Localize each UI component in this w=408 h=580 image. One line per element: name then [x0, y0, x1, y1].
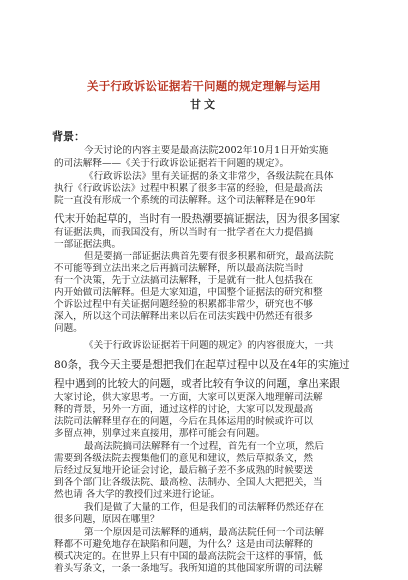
paragraph-line: 我们是做了大量的工作，但是我们的司法解释仍然还存在: [84, 502, 324, 513]
paragraph-line: 很多问题，原因在哪里？: [54, 514, 160, 525]
paragraph-line: 有一个决策，先于立法搞司法解释，于是就有一批人包括我在: [54, 275, 314, 286]
paragraph-line: 深入，所以这个司法解释出来以后在司法实践中仍然还有很多: [54, 311, 314, 322]
paragraph-line: 的司法解释——《关于行政诉讼证据若干问题的规定》。: [54, 158, 290, 169]
paragraph-line: 程中遇到的比较大的问题，或者比较有争议的问题，拿出来跟: [54, 378, 341, 390]
paragraph-line: 释都不可避免地存在缺陷和问题，为什么？这是由司法解释的: [54, 539, 314, 550]
paragraph-line: 问题。: [54, 323, 83, 334]
paragraph-line: 释的背景，另外一方面，通过这样的讨论，大家可以发现最高: [54, 404, 314, 415]
paragraph-line: 第一个原因是司法解释的通病，最高法院任何一个司法解: [84, 527, 324, 538]
document-title: 关于行政诉讼证据若干问题的规定理解与运用: [87, 79, 321, 93]
paragraph-line: 但是要搞一部证据法典首先要有很多积累和研究，最高法院: [84, 251, 334, 262]
paragraph-line: 内开始做司法解释。但是大家知道，中国整个证据法的研究和整: [54, 287, 323, 298]
document-author: 甘文: [190, 98, 218, 111]
paragraph-line: 院一直没有形成一个系统的司法解释。这个司法解释是在90年: [54, 195, 316, 206]
paragraph-line: 有证据法典，而我国没有，所以当时有一批学者在大力提倡搞: [54, 227, 314, 238]
paragraph-line: 法院司法解释里存在的问题，今后在具体运用的时候或许可以: [54, 416, 314, 427]
paragraph-line: 大家讨论，供大家思考。一方面，大家可以更深入地理解司法解: [54, 392, 323, 403]
paragraph-line: 《行政诉讼法》里有关证据的条文非常少，各级法院在具体: [84, 171, 334, 182]
paragraph-line: 然也请 各大学的教授们过来进行论证。: [54, 489, 221, 500]
paragraph-line: 《关于行政诉讼证据若干问题的规定》的内容很庞大，一共: [84, 340, 334, 351]
paragraph-line: 需要到各级法院去搜集他们的意见和建议，然后草拟条文，然: [54, 453, 314, 464]
paragraph-line: 代末开始起草的，当时有一股热潮要搞证据法，因为很多国家: [54, 213, 341, 225]
paragraph-line: 今天讨论的内容主要是最高法院2002年10月1日开始实施: [84, 145, 329, 156]
paragraph-line: 多留点神，别拿过来直接用，那样可能会有问题。: [54, 428, 266, 439]
paragraph-line: 后经过反复地开论证会讨论，最后稿子差不多成熟的时候要送: [54, 465, 314, 476]
section-heading: 背景：: [52, 130, 85, 143]
paragraph-line: 80条，我今天主要是想把我们在起草过程中以及在4年的实施过: [54, 359, 350, 371]
paragraph-line: 一部证据法典。: [54, 239, 122, 250]
paragraph-line: 到各个部门让各级法院、最高检、法制办、全国人大把把关，当: [54, 477, 323, 488]
paragraph-line: 执行《行政诉讼法》过程中积累了很多丰富的经验，但是最高法: [54, 183, 323, 194]
paragraph-line: 着头写条文，一条一条地写。我所知道的其他国家所谓的司法解: [54, 563, 323, 574]
paragraph-line: 模式决定的。在世界上只有中国的最高法院会干这样的事情，低: [54, 551, 323, 562]
paragraph-line: 不可能等到立法出来之后再搞司法解释，所以最高法院当时: [54, 263, 304, 274]
paragraph-line: 个诉讼过程中有关证据问题经验的积累都非常少，研究也不够: [54, 299, 314, 310]
paragraph-line: 最高法院搞司法解释有一个过程，首先有一个立项，然后: [84, 441, 324, 452]
